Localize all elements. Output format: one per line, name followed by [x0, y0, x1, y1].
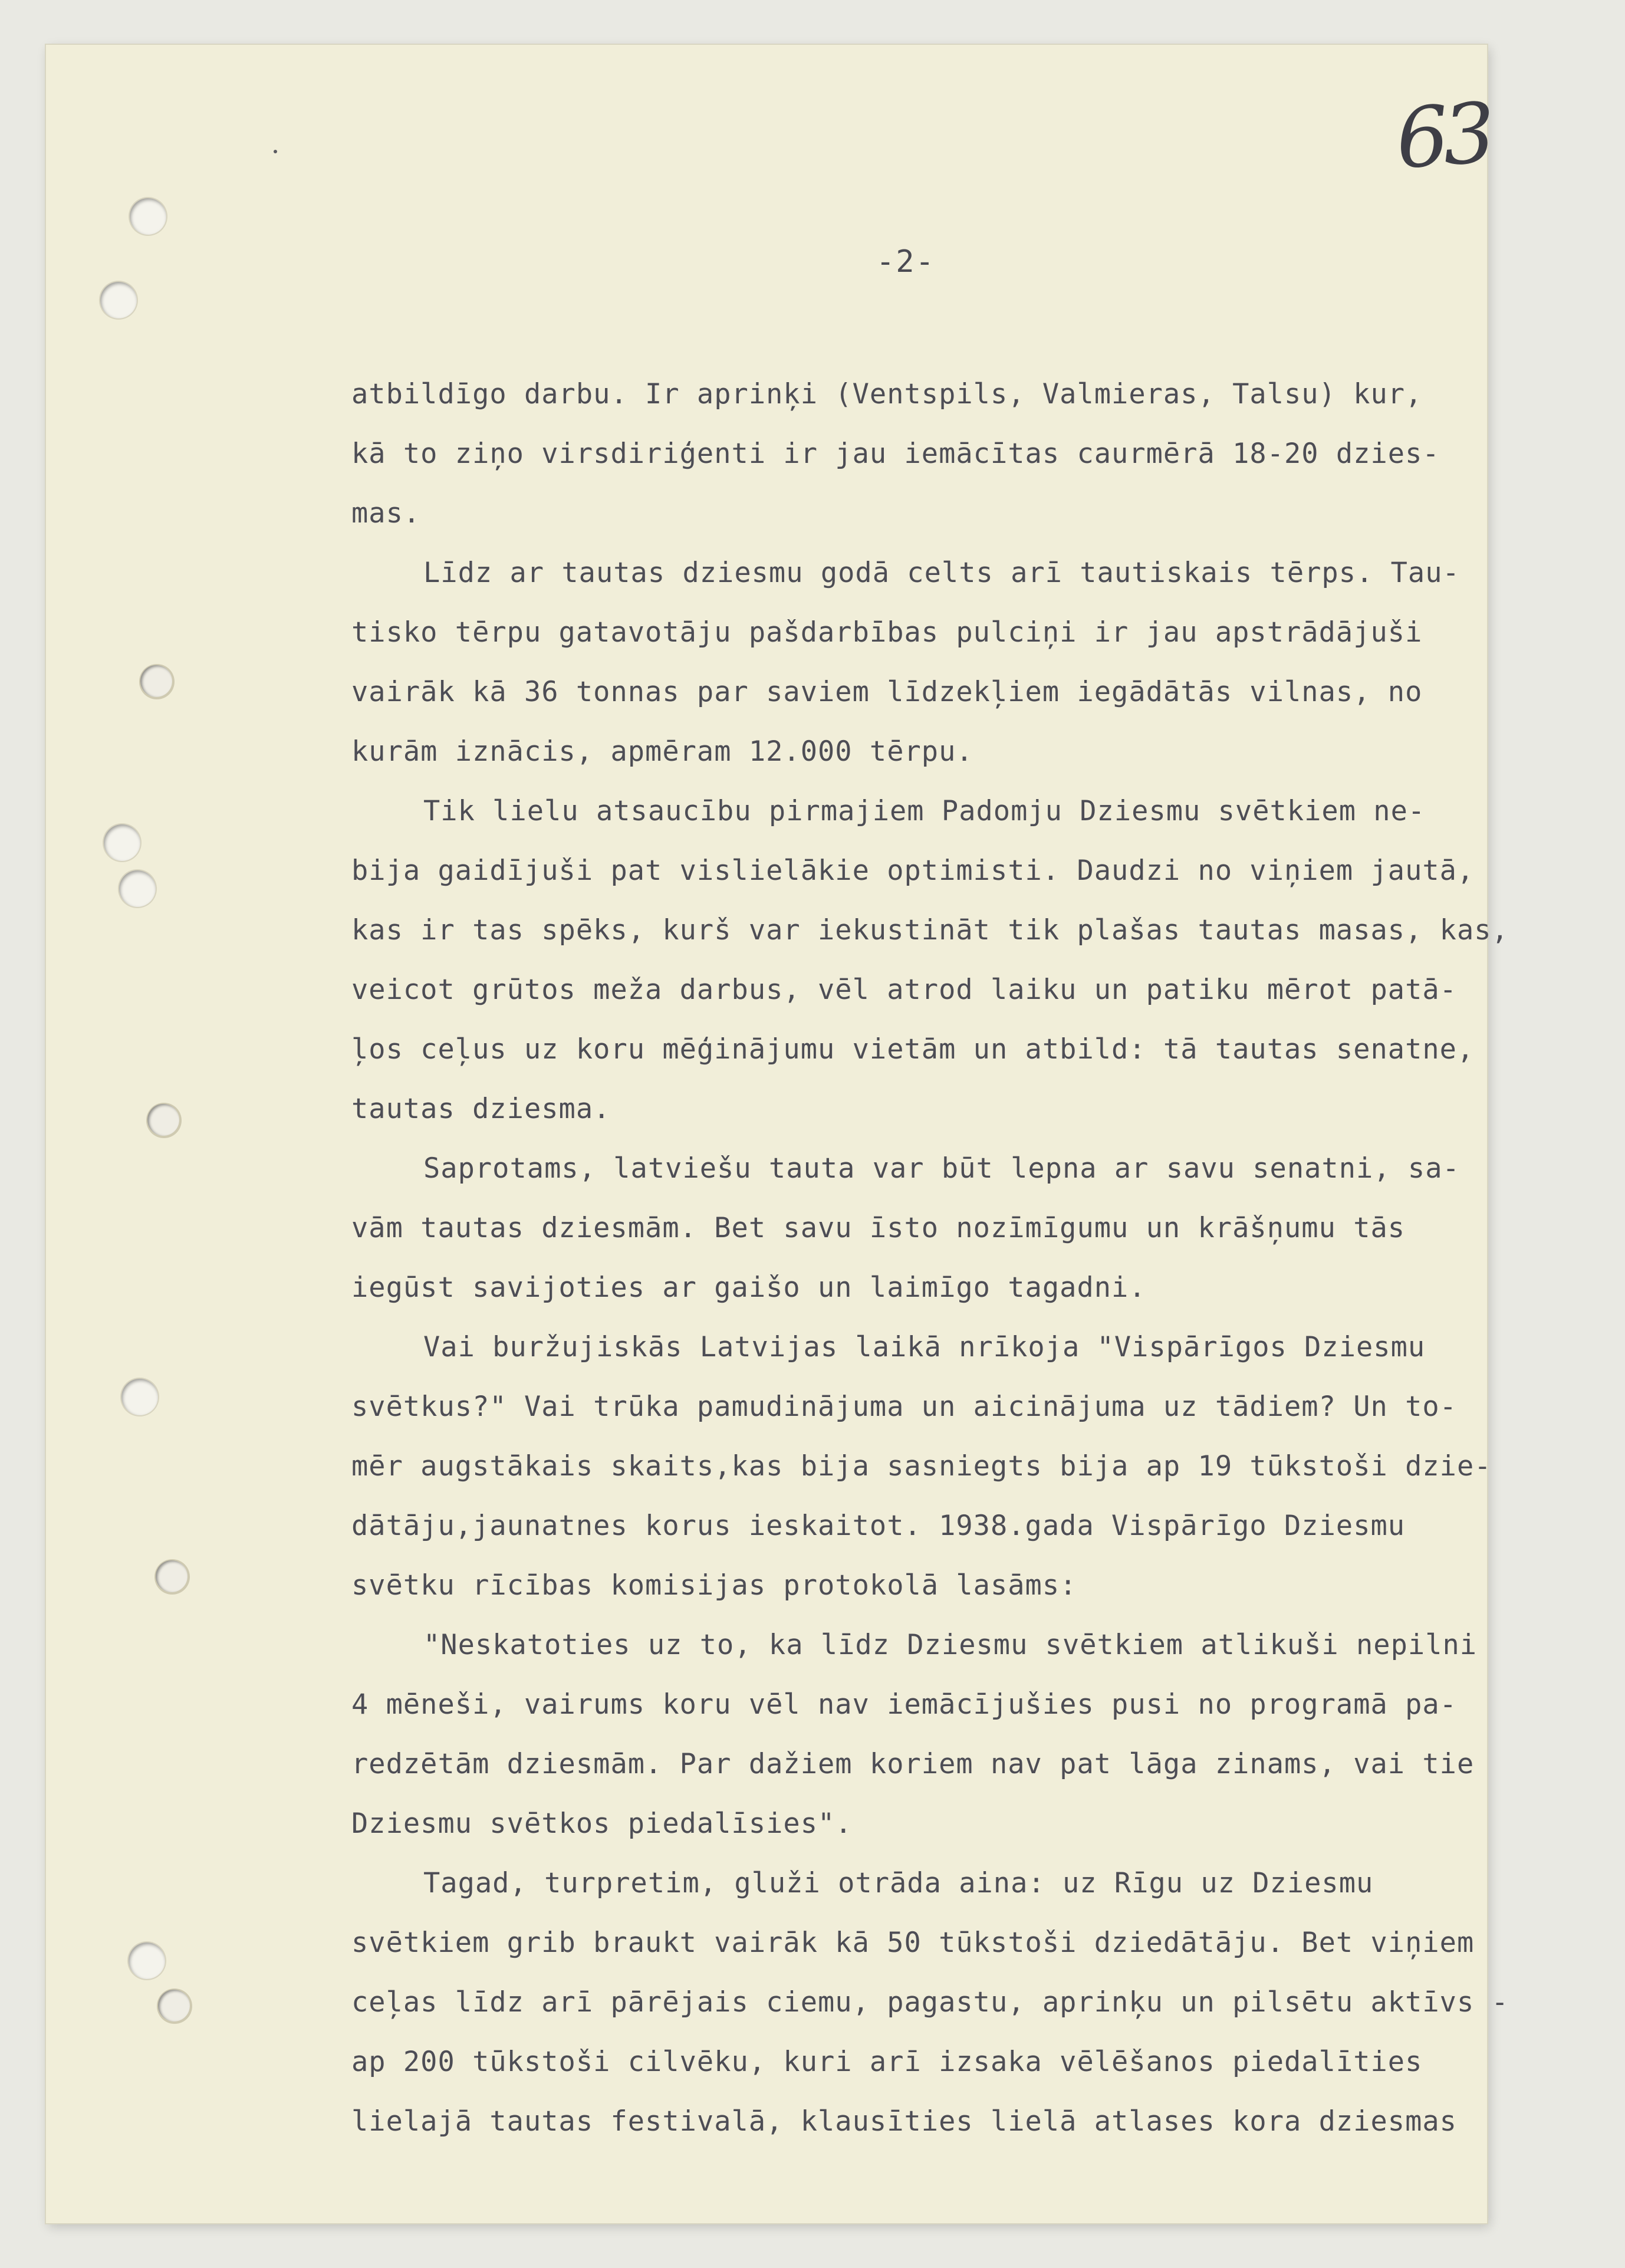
- text-line: mēr augstākais skaits,kas bija sasniegts bija ap 19 tūkstoši dzie-: [351, 1450, 1492, 1483]
- text-line: tautas dziesma.: [351, 1093, 611, 1125]
- text-line: svētkiem grib braukt vairāk kā 50 tūkstoši dziedātāju. Bet viņiem: [351, 1927, 1475, 1959]
- page-number: -2-: [876, 244, 935, 280]
- punch-hole-2: [100, 282, 137, 318]
- paragraph-first-line: Vai buržujiskās Latvijas laikā nrīkoja "Vispārīgos Dziesmu: [423, 1331, 1426, 1363]
- punch-hole-5: [119, 870, 156, 907]
- punch-hole-6: [147, 1104, 179, 1136]
- text-line: iegūst savijoties ar gaišo un laimīgo tagadni.: [351, 1271, 1146, 1304]
- paragraph-first-line: Tik lielu atsaucību pirmajiem Padomju Dziesmu svētkiem ne-: [423, 795, 1426, 827]
- typed-body-text: [351, 364, 1584, 2151]
- punch-hole-1: [130, 198, 166, 235]
- paragraph-first-line: Saprotams, latviešu tauta var būt lepna ar savu senatni, sa-: [423, 1152, 1460, 1185]
- text-line: atbildīgo darbu. Ir aprinķi (Ventspils, Valmieras, Talsu) kur,: [351, 378, 1423, 410]
- handwritten-folio-number: 63: [1393, 85, 1493, 188]
- text-line: kā to ziņo virsdiriģenti ir jau iemācītas caurmērā 18-20 dzies-: [351, 438, 1440, 470]
- text-line: ļos ceļus uz koru mēģinājumu vietām un atbild: tā tautas senatne,: [351, 1033, 1475, 1066]
- stray-ink-mark: [274, 150, 277, 153]
- text-line: Dziesmu svētkos piedalīsies".: [351, 1807, 853, 1840]
- paragraph-first-line: Tagad, turpretim, gluži otrāda aina: uz Rīgu uz Dziesmu: [423, 1867, 1374, 1899]
- text-line: veicot grūtos meža darbus, vēl atrod laiku un patiku mērot patā-: [351, 974, 1457, 1006]
- text-line: kurām iznācis, apmēram 12.000 tērpu.: [351, 735, 973, 768]
- punch-hole-3: [140, 665, 172, 697]
- punch-hole-4: [104, 824, 140, 861]
- text-line: ceļas līdz arī pārējais ciemu, pagastu, aprinķu un pilsētu aktīvs -: [351, 1986, 1509, 2019]
- text-line: kas ir tas spēks, kurš var iekustināt tik plašas tautas masas, kas,: [351, 914, 1509, 946]
- text-line: vām tautas dziesmām. Bet savu īsto nozīmīgumu un krāšņumu tās: [351, 1212, 1406, 1244]
- text-line: lielajā tautas festivalā, klausīties lielā atlases kora dziesmas: [351, 2105, 1457, 2138]
- punch-hole-7: [121, 1379, 158, 1415]
- text-line: 4 mēneši, vairums koru vēl nav iemācījušies pusi no programā pa-: [351, 1688, 1457, 1721]
- text-line: redzētām dziesmām. Par dažiem koriem nav pat lāga zinams, vai tie: [351, 1748, 1475, 1780]
- text-line: mas.: [351, 497, 421, 530]
- text-line: ap 200 tūkstoši cilvēku, kuri arī izsaka vēlēšanos piedalīties: [351, 2046, 1423, 2078]
- text-line: bija gaidījuši pat vislielākie optimisti. Daudzi no viņiem jautā,: [351, 854, 1475, 887]
- text-line: svētku rīcības komisijas protokolā lasāms:: [351, 1569, 1077, 1602]
- quotation-first-line: "Neskatoties uz to, ka līdz Dziesmu svētkiem atlikuši nepilni: [423, 1629, 1478, 1661]
- punch-hole-9: [129, 1942, 165, 1979]
- text-line: svētkus?" Vai trūka pamudinājuma un aicinājuma uz tādiem? Un to-: [351, 1391, 1457, 1423]
- punch-hole-10: [158, 1990, 190, 2022]
- punch-hole-8: [156, 1560, 188, 1592]
- text-line: tisko tērpu gatavotāju pašdarbības pulciņi ir jau apstrādājuši: [351, 616, 1423, 649]
- text-line: dātāju,jaunatnes korus ieskaitot. 1938.gada Vispārīgo Dziesmu: [351, 1510, 1406, 1542]
- paragraph-first-line: Līdz ar tautas dziesmu godā celts arī tautiskais tērps. Tau-: [423, 557, 1460, 589]
- text-line: vairāk kā 36 tonnas par saviem līdzekļiem iegādātās vilnas, no: [351, 676, 1423, 708]
